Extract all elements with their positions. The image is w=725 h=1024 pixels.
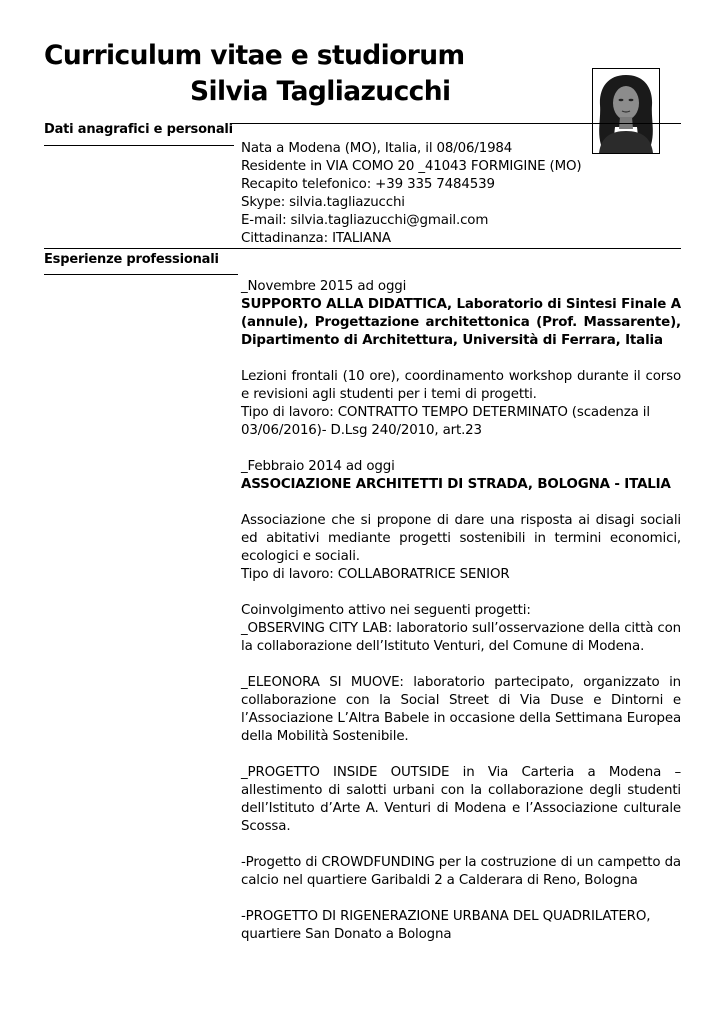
job1-contract: Tipo di lavoro: CONTRATTO TEMPO DETERMINATO (scadenza il 03/06/2016)- D.Lsg 240/2010, art.23 <box>241 405 650 438</box>
section-divider-experience <box>44 248 681 249</box>
phone-info: Recapito telefonico: +39 335 7484539 <box>241 177 495 192</box>
email-info: E-mail: silvia.tagliazucchi@gmail.com <box>241 213 489 228</box>
citizenship-info: Cittadinanza: ITALIANA <box>241 231 391 246</box>
residence-info: Residente in VIA COMO 20 _41043 FORMIGINE (MO) <box>241 159 582 174</box>
project-inside-outside: _PROGETTO INSIDE OUTSIDE in Via Carteria a Modena – allestimento di salotti urbani con la collaborazione degli studenti dell’Istituto d’Arte A. Venturi di Modena e l’Associazione culturale Scossa. <box>241 765 681 834</box>
job2-work-type: Tipo di lavoro: COLLABORATRICE SENIOR <box>241 567 510 582</box>
project-eleonora-si-muove: _ELEONORA SI MUOVE: laboratorio partecipato, organizzato in collaborazione con la Social Street di Via Duse e Dintorni e l’Associazione L’Altra Babele in occasione della Settimana Europea della Mobilità Sostenibile. <box>241 675 681 744</box>
document-title: Curriculum vitae e studiorum <box>44 40 465 71</box>
section-underline-experience <box>44 274 238 275</box>
job2-description: Associazione che si propone di dare una risposta ai disagi sociali ed abitativi mediante progetti sostenibili in termini economici, ecologici e sociali. <box>241 513 681 564</box>
job1-title: SUPPORTO ALLA DIDATTICA, Laboratorio di Sintesi Finale A (annule), Progettazione architettonica (Prof. Massarente), Dipartimento di Architettura, Università di Ferrara, Italia <box>241 297 681 348</box>
person-name: Silvia Tagliazucchi <box>190 76 451 107</box>
job1-date: _Novembre 2015 ad oggi <box>241 279 407 294</box>
personal-details <box>241 140 681 248</box>
job2-projects-intro: Coinvolgimento attivo nei seguenti progetti: <box>241 603 531 618</box>
project-rigenerazione-urbana: -PROGETTO DI RIGENERAZIONE URBANA DEL QUADRILATERO, quartiere San Donato a Bologna <box>241 909 651 942</box>
skype-info: Skype: silvia.tagliazucchi <box>241 195 405 210</box>
job1-description: Lezioni frontali (10 ore), coordinamento workshop durante il corso e revisioni agli studenti per i temi di progetti. <box>241 369 681 402</box>
header-rule <box>232 123 681 124</box>
project-crowdfunding: -Progetto di CROWDFUNDING per la costruzione di un campetto da calcio nel quartiere Garibaldi 2 a Calderara di Reno, Bologna <box>241 855 681 888</box>
project-observing-city-lab: _OBSERVING CITY LAB: laboratorio sull’osservazione della città con la collaborazione dell’Istituto Venturi, del Comune di Modena. <box>241 621 681 654</box>
section-underline-personal <box>44 145 234 146</box>
experience-content <box>241 278 681 944</box>
section-label-experience: Esperienze professionali <box>44 252 219 267</box>
job2-title: ASSOCIAZIONE ARCHITETTI DI STRADA, BOLOGNA - ITALIA <box>241 477 671 492</box>
birth-info: Nata a Modena (MO), Italia, il 08/06/1984 <box>241 141 513 156</box>
section-label-personal: Dati anagrafici e personali <box>44 122 233 137</box>
job2-date: _Febbraio 2014 ad oggi <box>241 459 395 474</box>
